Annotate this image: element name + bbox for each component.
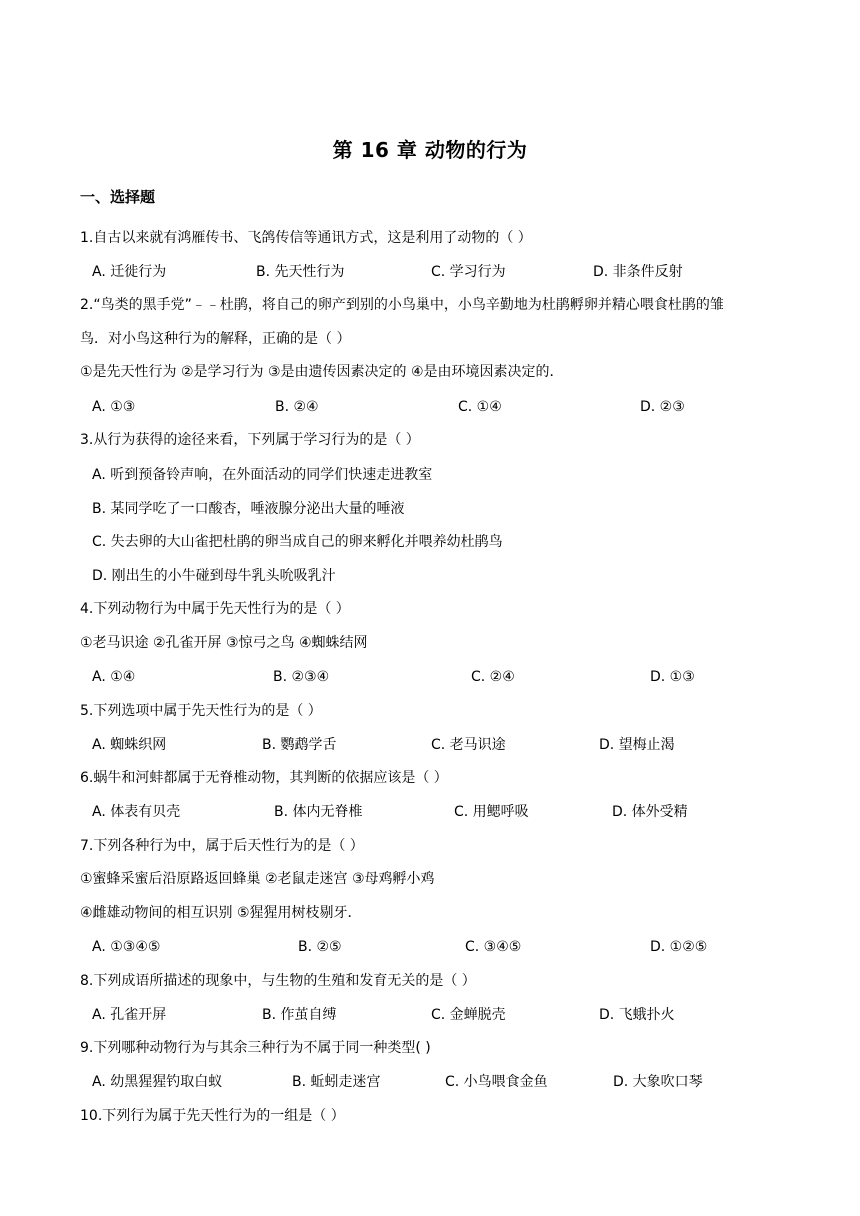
question-option: D. 飞蛾扑火 — [599, 1007, 675, 1023]
question-option: B. 蚯蚓走迷宫 — [292, 1074, 381, 1090]
question-option: C. 小鸟喂食金鱼 — [445, 1074, 548, 1090]
question-stem: 鸟．对小鸟这种行为的解释，正确的是（ ） — [80, 331, 351, 347]
question-option: D. 望梅止渴 — [599, 737, 675, 753]
question-option: B. ②⑤ — [298, 939, 342, 955]
question-option: A. 孔雀开屏 — [92, 1007, 167, 1023]
question-option: B. 某同学吃了一口酸杏，唾液腺分泌出大量的唾液 — [92, 501, 405, 517]
question-option: B. 作茧自缚 — [262, 1007, 337, 1023]
section-heading: 一、选择题 — [80, 188, 156, 206]
question-option: A. 幼黑猩猩钓取白蚁 — [92, 1074, 223, 1090]
question-option: D. 刚出生的小牛碰到母牛乳头吮吸乳汁 — [92, 568, 336, 584]
question-stem: ④雌雄动物间的相互识别 ⑤猩猩用树枝剔牙． — [80, 905, 362, 921]
question-option: A. ①③④⑤ — [92, 939, 161, 955]
question-option: C. 学习行为 — [431, 264, 506, 280]
question-option: D. ①②⑤ — [650, 939, 708, 955]
question-option: B. 鹦鹉学舌 — [262, 737, 337, 753]
question-option: A. ①③ — [92, 399, 136, 415]
question-option: C. ③④⑤ — [465, 939, 522, 955]
question-stem: 4.下列动物行为中属于先天性行为的是（ ） — [80, 601, 350, 617]
question-option: D. ②③ — [640, 399, 685, 415]
question-stem: 10.下列行为属于先天性行为的一组是（ ） — [80, 1108, 345, 1124]
question-option: C. 金蝉脱壳 — [431, 1007, 506, 1023]
document-title: 第 16 章 动物的行为 — [332, 138, 528, 162]
question-option: D. 非条件反射 — [593, 264, 683, 280]
question-option: D. ①③ — [650, 669, 695, 685]
question-option: B. ②④ — [275, 399, 319, 415]
question-stem: ①是先天性行为 ②是学习行为 ③是由遗传因素决定的 ④是由环境因素决定的． — [80, 364, 564, 380]
question-option: C. 用鳃呼吸 — [454, 804, 529, 820]
question-stem: 3.从行为获得的途径来看，下列属于学习行为的是（ ） — [80, 432, 420, 448]
question-option: D. 大象吹口琴 — [613, 1074, 703, 1090]
question-option: A. 蜘蛛织网 — [92, 737, 167, 753]
question-option: A. 听到预备铃声响，在外面活动的同学们快速走进教室 — [92, 467, 433, 483]
question-stem: 5.下列选项中属于先天性行为的是（ ） — [80, 703, 322, 719]
question-option: C. 老马识途 — [431, 737, 506, 753]
question-stem: ①蜜蜂采蜜后沿原路返回蜂巢 ②老鼠走迷宫 ③母鸡孵小鸡 — [80, 871, 435, 887]
question-stem: 9.下列哪种动物行为与其余三种行为不属于同一种类型( ) — [80, 1040, 431, 1056]
question-option: C. 失去卵的大山雀把杜鹃的卵当成自己的卵来孵化并喂养幼杜鹃鸟 — [92, 534, 503, 550]
question-option: B. 先天性行为 — [256, 264, 345, 280]
question-option: B. ②③④ — [273, 669, 330, 685]
question-stem: 7.下列各种行为中，属于后天性行为的是（ ） — [80, 838, 364, 854]
question-option: A. 迁徙行为 — [92, 264, 167, 280]
question-option: D. 体外受精 — [612, 804, 688, 820]
question-option: B. 体内无脊椎 — [274, 804, 363, 820]
question-option: A. 体表有贝壳 — [92, 804, 181, 820]
question-stem: 2.“鸟类的黑手党”﹣﹣杜鹃，将自己的卵产到别的小鸟巢中，小鸟辛勤地为杜鹃孵卵并精心喂食杜鹃的雏 — [80, 297, 724, 313]
question-option: C. ①④ — [458, 399, 502, 415]
question-option: A. ①④ — [92, 669, 136, 685]
question-stem: ①老马识途 ②孔雀开屏 ③惊弓之鸟 ④蜘蛛结网 — [80, 635, 368, 651]
question-stem: 6.蜗牛和河蚌都属于无脊椎动物，其判断的依据应该是（ ） — [80, 770, 448, 786]
question-option: C. ②④ — [471, 669, 515, 685]
question-stem: 1.自古以来就有鸿雁传书、飞鸽传信等通讯方式，这是利用了动物的（ ） — [80, 230, 532, 246]
question-stem: 8.下列成语所描述的现象中，与生物的生殖和发育无关的是（ ） — [80, 973, 476, 989]
